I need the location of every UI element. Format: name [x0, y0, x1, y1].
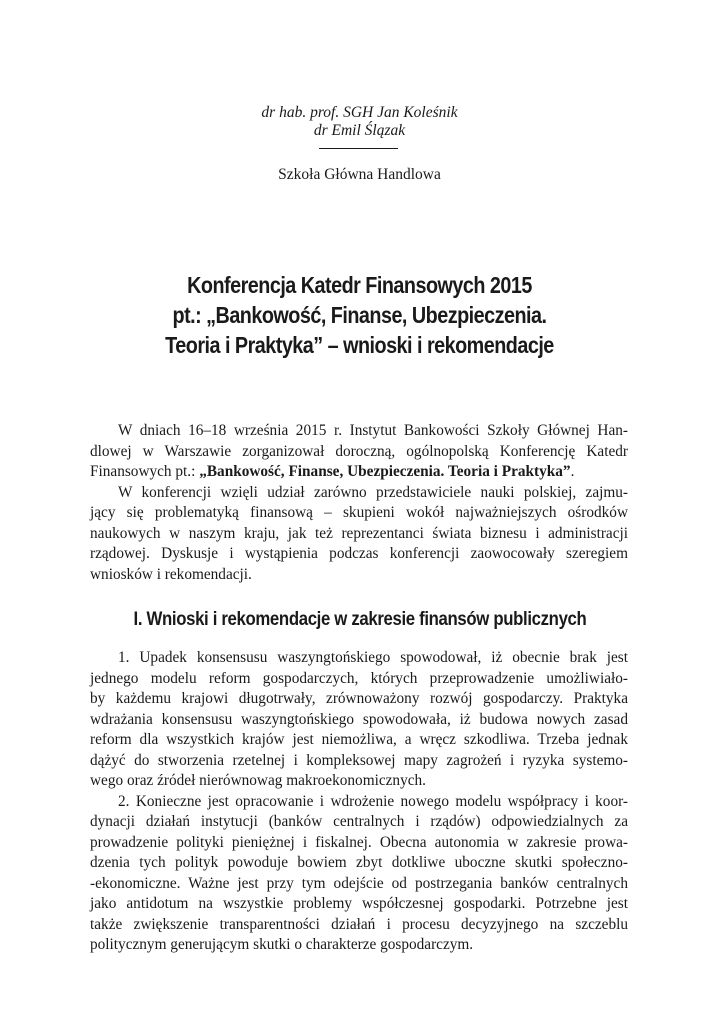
separator-rule: [319, 148, 398, 149]
intro-paragraphs: [90, 421, 628, 585]
text-line: dążyć do stworzenia rzetelnej i kompleksowej mapy zagrożeń i ryzyka systemo-: [90, 751, 628, 769]
author-name: dr hab. prof. SGH Jan Koleśnik: [261, 104, 458, 121]
text-line: wego oraz źródeł nierównowag makroekonomicznych.: [90, 772, 426, 789]
text-span: .: [570, 463, 575, 480]
text-line: politycznym generującym skutki o charakterze gospodarczym.: [90, 936, 474, 953]
title-line: Konferencja Katedr Finansowych 2015: [187, 272, 532, 298]
text-line: 2. Konieczne jest opracowanie i wdrożenie nowego modelu współpracy i koor-: [118, 792, 628, 810]
text-line: dlowej w Warszawie zorganizował doroczną, ogólnopolską Konferencję Katedr: [90, 442, 628, 460]
author-name: dr Emil Ślązak: [313, 122, 406, 139]
text-line: prowadzenie polityki pieniężnej i fiskalnej. Obecna autonomia w zakresie prowa-: [90, 833, 628, 851]
text-line: jący się problematyką finansową – skupieni wokół najważniejszych ośrodków: [90, 504, 628, 521]
article-title: [119, 270, 600, 360]
text-line: jednego modelu reform gospodarczych, których przeprowadzenie umożliwiało-: [90, 669, 628, 687]
text-line: -ekonomiczne. Ważne jest przy tym odejście od postrzegania banków centralnych: [90, 874, 628, 892]
conference-name: „Bankowość, Finanse, Ubezpieczenia. Teoria i Praktyka”: [199, 463, 571, 480]
section-heading: I. Wnioski i rekomendacje w zakresie finansów publicznych: [133, 608, 587, 630]
text-line: także zwiększenie transparentności działań i procesu decyzyjnego na szczeblu: [90, 915, 628, 933]
affiliation: Szkoła Główna Handlowa: [278, 166, 441, 183]
text-line: dynacji działań instytucji (banków centralnych i rządów) odpowiedzialnych za: [90, 813, 628, 830]
text-line: 1. Upadek konsensusu waszyngtońskiego spowodował, iż obecnie brak jest: [118, 649, 628, 666]
title-line: Teoria i Praktyka” – wnioski i rekomendacje: [165, 332, 554, 358]
text-line: W dniach 16–18 września 2015 r. Instytut Bankowości Szkoły Głównej Han-: [118, 422, 628, 439]
text-line: reform dla wszystkich krajów jest niemożliwa, a wręcz szkodliwa. Trzeba jednak: [90, 731, 628, 748]
text-line: naukowych w naszym kraju, jak też reprezentanci świata biznesu i administracji: [90, 524, 628, 542]
text-line: W konferencji wzięli udział zarówno przedstawiciele nauki polskiej, zajmu-: [118, 483, 628, 501]
section-paragraphs: [90, 648, 628, 956]
text-line: jako antidotum na wszystkie problemy współczesnej gospodarki. Potrzebne jest: [90, 895, 628, 912]
text-line: wniosków i rekomendacji.: [90, 565, 252, 583]
text-line: wdrażania konsensusu waszyngtońskiego spowodowała, iż budowa nowych zasad: [90, 710, 628, 728]
text-line: by każdemu krajowi długotrwały, zrównoważony rozwój gospodarczy. Praktyka: [90, 690, 628, 707]
text-line: rządowej. Dyskusje i wystąpienia podczas konferencji zaowocowały szeregiem: [90, 545, 628, 562]
text-span: Finansowych pt.:: [90, 463, 200, 480]
text-line: [90, 462, 628, 483]
title-line: pt.: „Bankowość, Finanse, Ubezpieczenia.: [172, 302, 547, 328]
text-line: dzenia tych polityk powoduje bowiem zbyt dotkliwe uboczne skutki społeczno-: [90, 854, 628, 871]
